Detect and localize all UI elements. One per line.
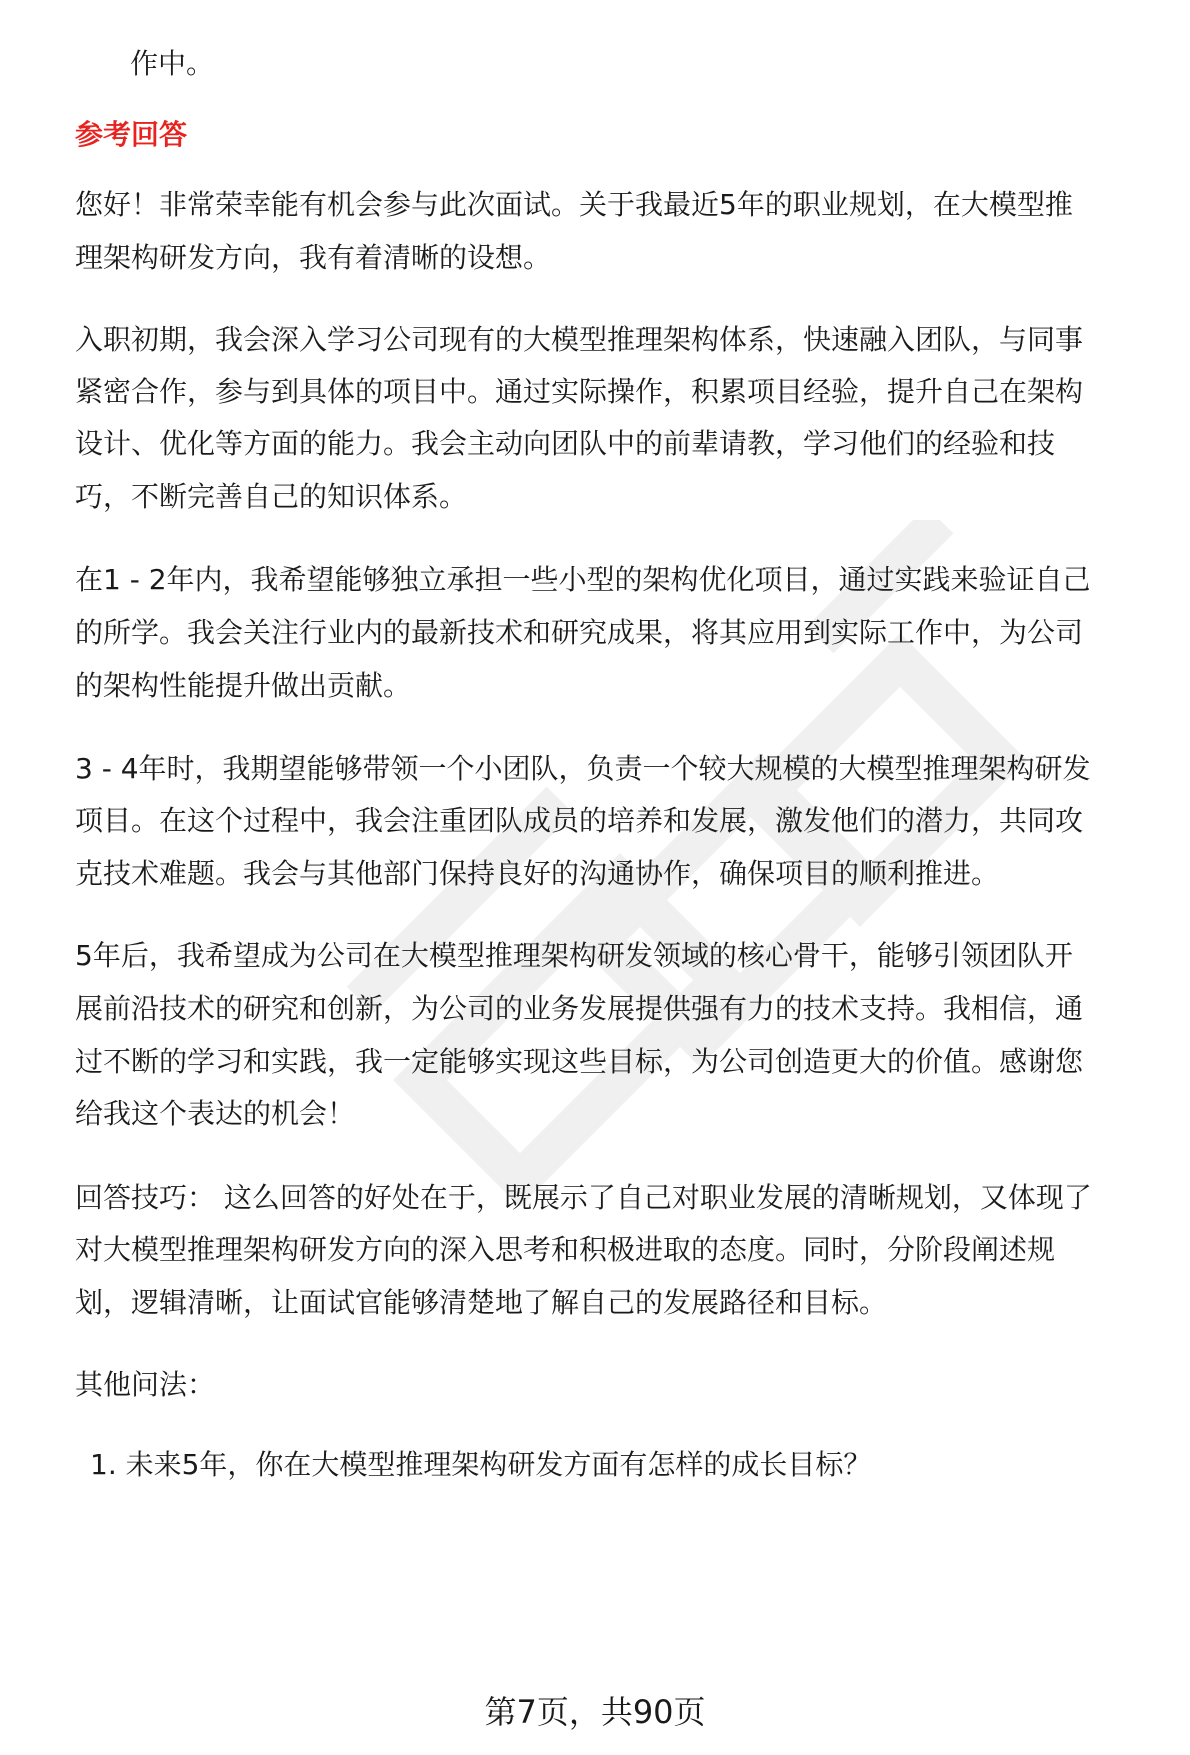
other-questions-heading: 其他问法：	[75, 1368, 216, 1401]
list-item: 1. 未来5年，你在大模型推理架构研发方面有怎样的成长目标？	[90, 1448, 872, 1481]
text-line: 在1 - 2年内，我希望能够独立承担一些小型的架构优化项目，通过实践来验证自己	[75, 563, 1091, 596]
text-line: 划，逻辑清晰，让面试官能够清楚地了解自己的发展路径和目标。	[75, 1286, 888, 1319]
text-line: 设计、优化等方面的能力。我会主动向团队中的前辈请教，学习他们的经验和技	[75, 427, 1056, 460]
page-footer: 第7页，共90页	[484, 1693, 706, 1731]
text-line: 对大模型推理架构研发方向的深入思考和积极进取的态度。同时，分阶段阐述规	[75, 1233, 1056, 1266]
text-line: 的架构性能提升做出贡献。	[75, 669, 412, 702]
top-fragment: 作中。	[130, 47, 215, 80]
text-line: 克技术难题。我会与其他部门保持良好的沟通协作，确保项目的顺利推进。	[75, 857, 1000, 890]
text-line: 3 - 4年时，我期望能够带领一个小团队，负责一个较大规模的大模型推理架构研发	[75, 752, 1091, 785]
text-line: 过不断的学习和实践，我一定能够实现这些目标，为公司创造更大的价值。感谢您	[75, 1045, 1084, 1078]
text-line: 给我这个表达的机会！	[75, 1097, 356, 1130]
text-line: 理架构研发方向，我有着清晰的设想。	[75, 241, 552, 274]
text-line: 入职初期，我会深入学习公司现有的大模型推理架构体系，快速融入团队，与同事	[75, 323, 1084, 356]
text-line: 回答技巧： 这么回答的好处在于，既展示了自己对职业发展的清晰规划，又体现了	[75, 1181, 1092, 1214]
text-line: 5年后，我希望成为公司在大模型推理架构研发领域的核心骨干，能够引领团队开	[75, 939, 1073, 972]
reference-answer-heading: 参考回答	[75, 118, 188, 151]
text-line: 巧，不断完善自己的知识体系。	[75, 480, 468, 513]
text-line: 项目。在这个过程中，我会注重团队成员的培养和发展，激发他们的潜力，共同攻	[75, 804, 1084, 837]
text-line: 展前沿技术的研究和创新，为公司的业务发展提供强有力的技术支持。我相信，通	[75, 992, 1084, 1025]
text-line: 您好！非常荣幸能有机会参与此次面试。关于我最近5年的职业规划，在大模型推	[75, 188, 1073, 221]
text-line: 的所学。我会关注行业内的最新技术和研究成果，将其应用到实际工作中，为公司	[75, 616, 1084, 649]
text-line: 紧密合作，参与到具体的项目中。通过实际操作，积累项目经验，提升自己在架构	[75, 375, 1084, 408]
